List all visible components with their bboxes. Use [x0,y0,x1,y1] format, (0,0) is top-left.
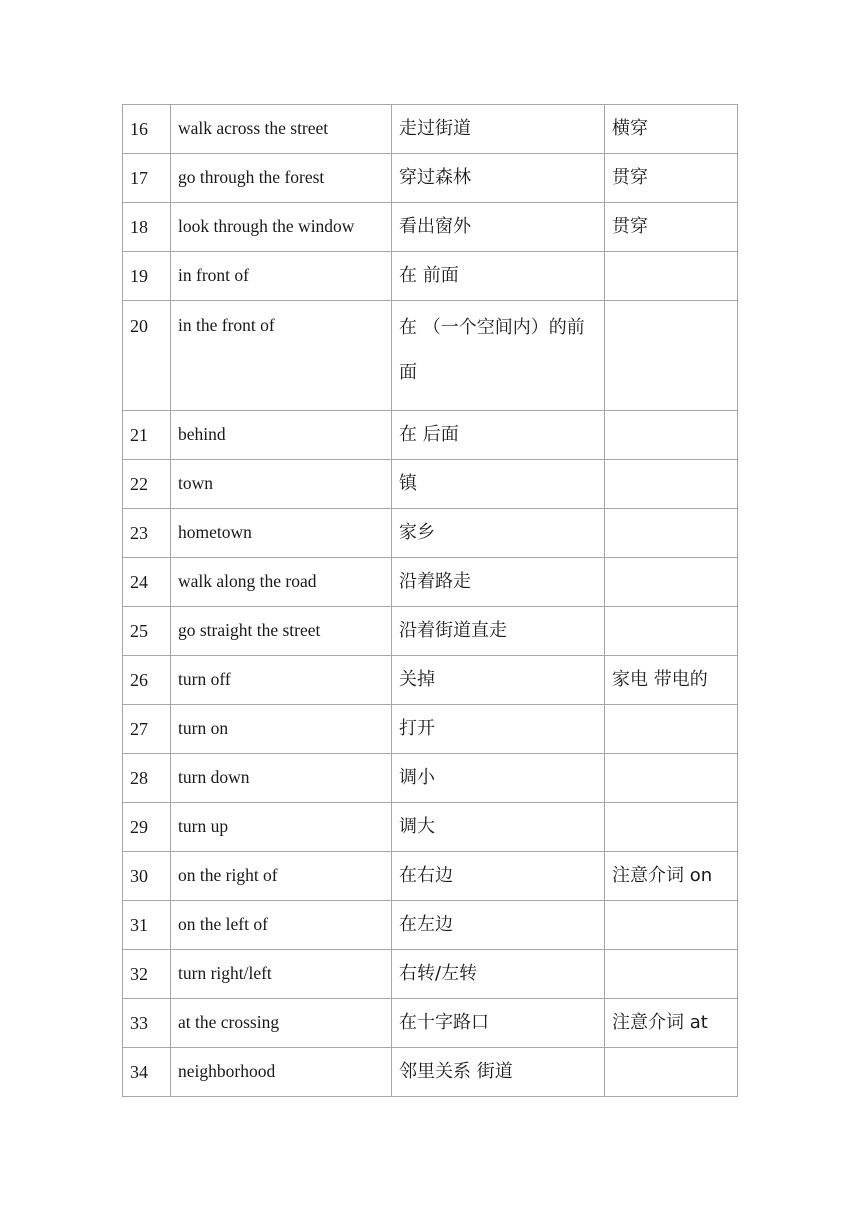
table-row [123,852,738,901]
chinese-meaning: 调大 [392,803,605,852]
chinese-meaning: 右转/左转 [392,950,605,999]
chinese-meaning: 镇 [392,460,605,509]
chinese-meaning: 在 前面 [392,252,605,301]
english-phrase: hometown [171,509,392,558]
table-row [123,803,738,852]
chinese-meaning: 关掉 [392,656,605,705]
row-number: 19 [123,252,171,301]
english-phrase: in front of [171,252,392,301]
table-row [123,558,738,607]
row-number: 30 [123,852,171,901]
usage-note [605,252,738,301]
usage-note [605,754,738,803]
row-number: 20 [123,301,171,411]
english-phrase: neighborhood [171,1048,392,1097]
usage-note [605,705,738,754]
english-phrase: turn on [171,705,392,754]
vocabulary-table [122,104,738,1097]
usage-note: 注意介词 on [605,852,738,901]
chinese-meaning: 在十字路口 [392,999,605,1048]
usage-note [605,607,738,656]
row-number: 25 [123,607,171,656]
usage-note [605,803,738,852]
usage-note [605,901,738,950]
usage-note [605,950,738,999]
table-row [123,607,738,656]
english-phrase: at the crossing [171,999,392,1048]
table-row [123,950,738,999]
table-row [123,705,738,754]
chinese-meaning: 在 后面 [392,411,605,460]
chinese-meaning: 打开 [392,705,605,754]
table-row [123,301,738,411]
table-row [123,252,738,301]
row-number: 24 [123,558,171,607]
english-phrase: walk along the road [171,558,392,607]
row-number: 26 [123,656,171,705]
usage-note: 贯穿 [605,203,738,252]
table-row [123,105,738,154]
usage-note [605,460,738,509]
english-phrase: behind [171,411,392,460]
row-number: 23 [123,509,171,558]
usage-note [605,558,738,607]
usage-note [605,301,738,411]
table-row [123,1048,738,1097]
table-row [123,411,738,460]
chinese-meaning: 在左边 [392,901,605,950]
row-number: 33 [123,999,171,1048]
table-row [123,203,738,252]
chinese-meaning: 沿着路走 [392,558,605,607]
english-phrase: look through the window [171,203,392,252]
table-row [123,656,738,705]
english-phrase: turn right/left [171,950,392,999]
row-number: 27 [123,705,171,754]
english-phrase: on the left of [171,901,392,950]
chinese-meaning: 在右边 [392,852,605,901]
row-number: 17 [123,154,171,203]
usage-note: 贯穿 [605,154,738,203]
english-phrase: turn up [171,803,392,852]
table-row [123,509,738,558]
row-number: 22 [123,460,171,509]
row-number: 16 [123,105,171,154]
chinese-meaning: 在 （一个空间内）的前面 [392,301,605,411]
english-phrase: go straight the street [171,607,392,656]
english-phrase: in the front of [171,301,392,411]
chinese-meaning: 走过街道 [392,105,605,154]
english-phrase: turn off [171,656,392,705]
row-number: 28 [123,754,171,803]
english-phrase: turn down [171,754,392,803]
usage-note: 横穿 [605,105,738,154]
english-phrase: go through the forest [171,154,392,203]
chinese-meaning: 邻里关系 街道 [392,1048,605,1097]
chinese-meaning: 沿着街道直走 [392,607,605,656]
row-number: 34 [123,1048,171,1097]
usage-note [605,509,738,558]
table-row [123,754,738,803]
usage-note [605,411,738,460]
row-number: 31 [123,901,171,950]
chinese-meaning: 看出窗外 [392,203,605,252]
row-number: 18 [123,203,171,252]
english-phrase: town [171,460,392,509]
usage-note: 注意介词 at [605,999,738,1048]
table-row [123,154,738,203]
table-row [123,999,738,1048]
usage-note: 家电 带电的 [605,656,738,705]
chinese-meaning: 穿过森林 [392,154,605,203]
table-row [123,901,738,950]
row-number: 21 [123,411,171,460]
chinese-meaning: 家乡 [392,509,605,558]
english-phrase: on the right of [171,852,392,901]
chinese-meaning: 调小 [392,754,605,803]
row-number: 32 [123,950,171,999]
row-number: 29 [123,803,171,852]
table-row [123,460,738,509]
usage-note [605,1048,738,1097]
english-phrase: walk across the street [171,105,392,154]
